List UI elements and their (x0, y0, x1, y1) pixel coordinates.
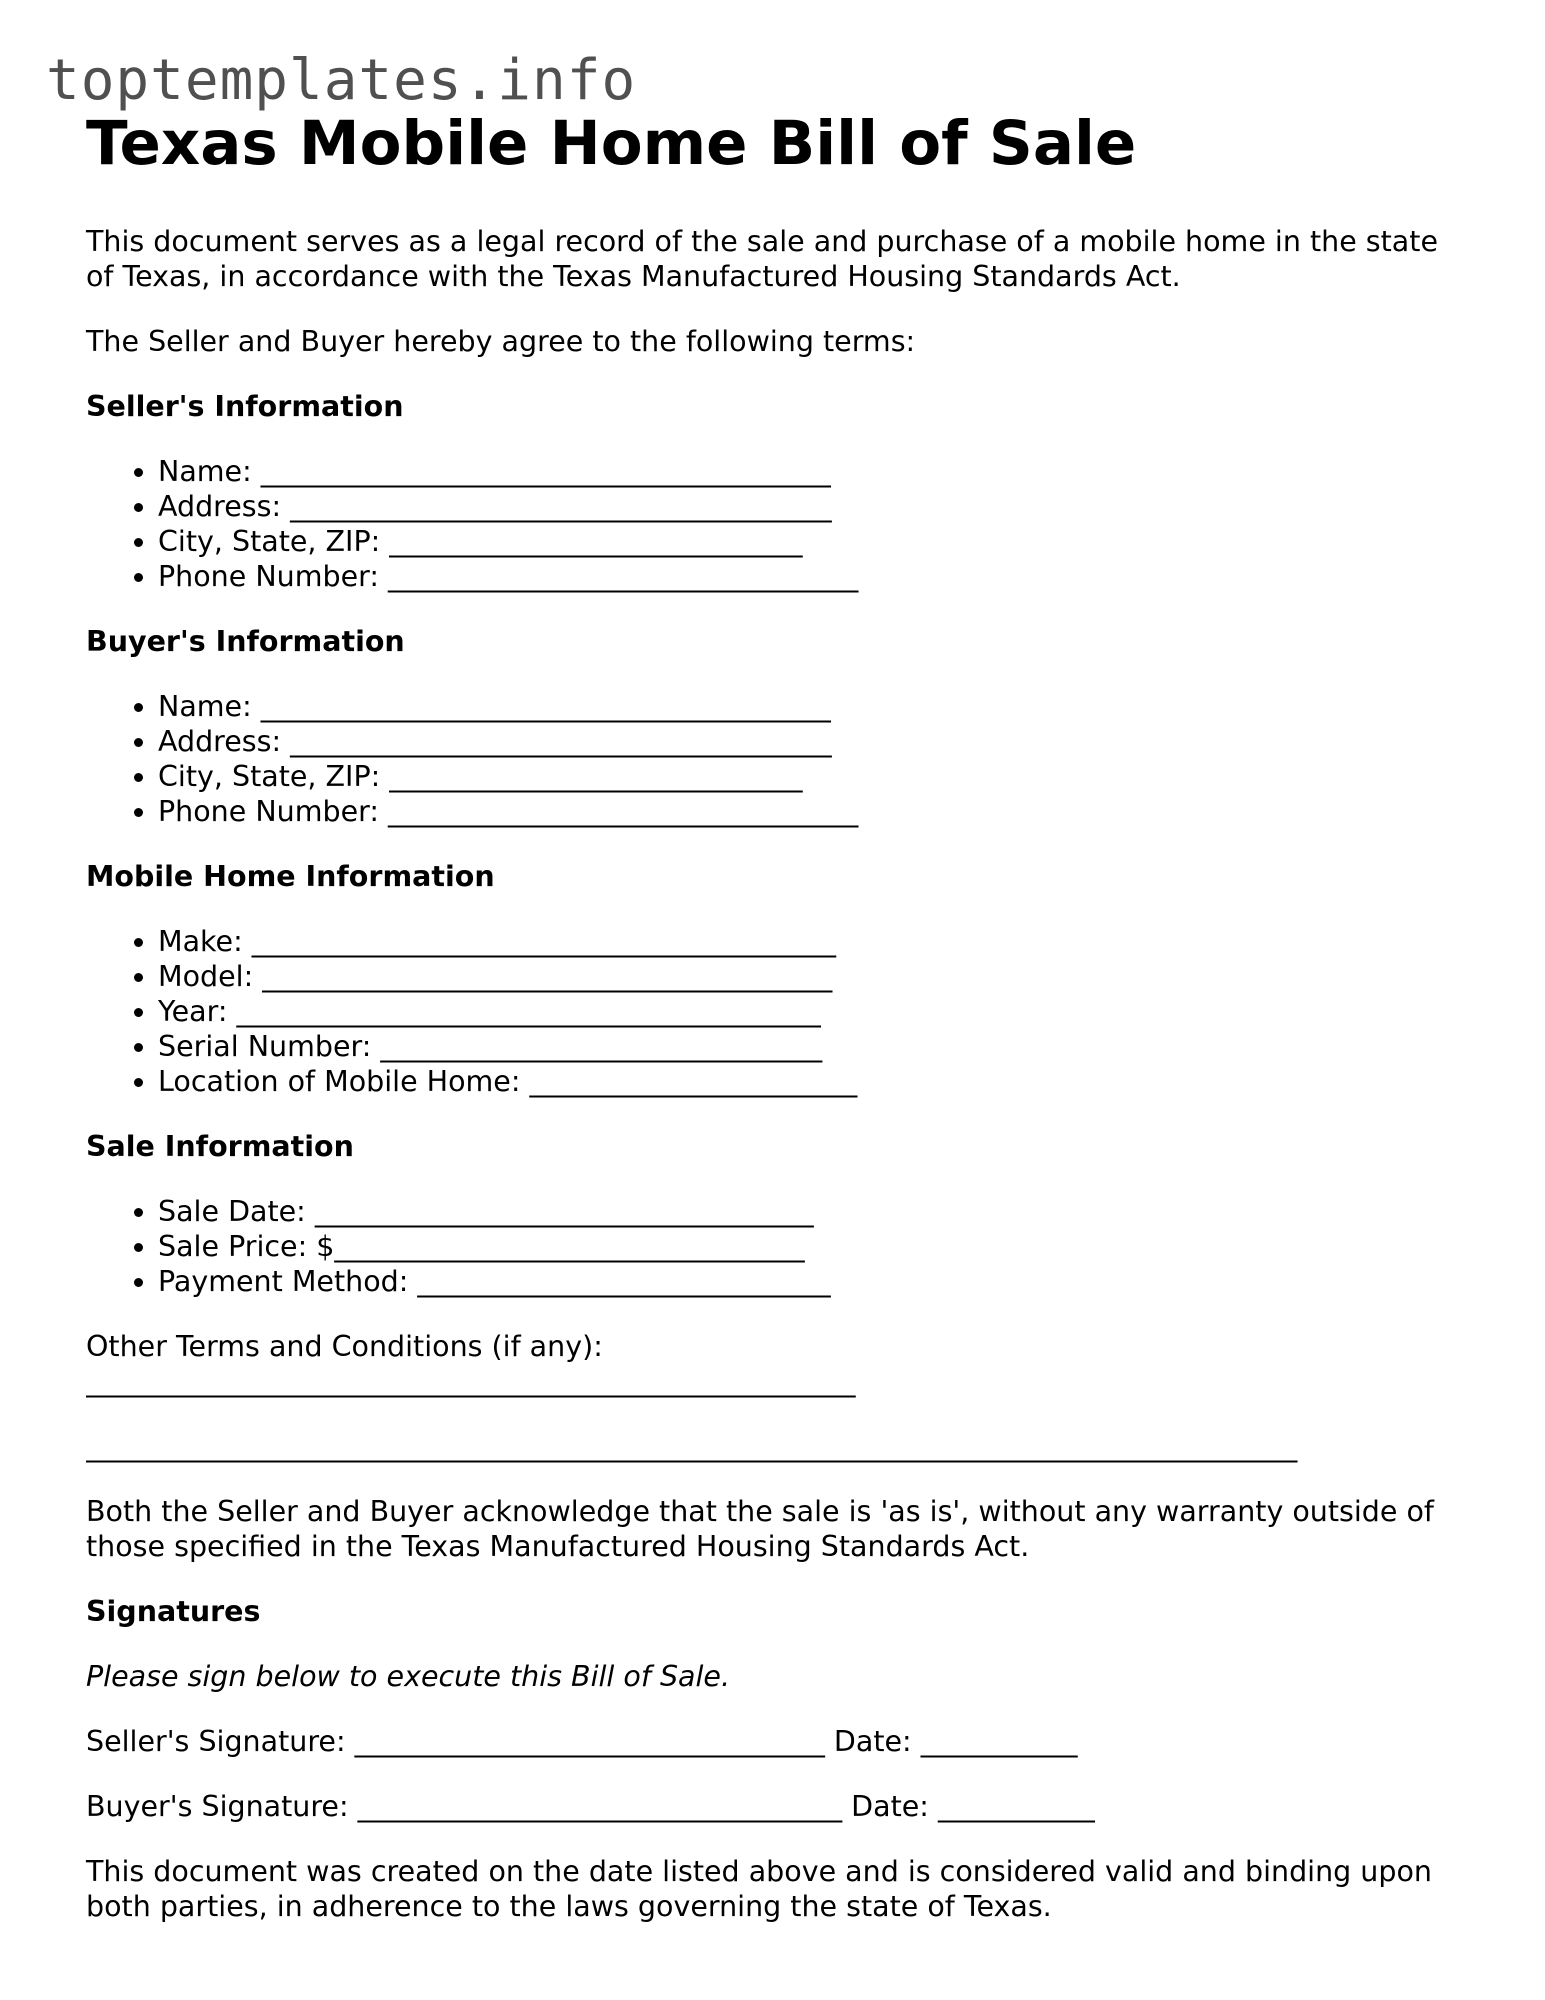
year-field: • Year: _________________________________________ (158, 994, 1486, 1029)
payment-method-field: • Payment Method: _____________________________ (158, 1264, 1486, 1299)
make-field: • Make: _________________________________________ (158, 924, 1486, 959)
buyer-address-field: • Address: ______________________________________ (158, 724, 1486, 759)
mobile-home-info-heading: Mobile Home Information (86, 860, 495, 893)
seller-city-state-zip-field: • City, State, ZIP: _____________________________ (158, 524, 1486, 559)
buyer-signature-line: Buyer's Signature: __________________________________ Date: ___________ (86, 1790, 1095, 1823)
seller-name-field: • Name: ________________________________________ (158, 454, 1486, 489)
other-terms-label: Other Terms and Conditions (if any): (86, 1330, 603, 1363)
seller-signature-line: Seller's Signature: _________________________________ Date: ___________ (86, 1725, 1078, 1758)
buyer-info-list (86, 689, 1486, 829)
location-field: • Location of Mobile Home: _______________________ (158, 1064, 1486, 1099)
serial-number-field: • Serial Number: _______________________________ (158, 1029, 1486, 1064)
buyer-phone-field: • Phone Number: _________________________________ (158, 794, 1486, 829)
sale-date-field: • Sale Date: ___________________________________ (158, 1194, 1486, 1229)
signature-instruction: Please sign below to execute this Bill of Sale. (86, 1660, 731, 1693)
agreement-statement: The Seller and Buyer hereby agree to the following terms: (86, 325, 916, 358)
seller-phone-field: • Phone Number: _________________________________ (158, 559, 1486, 594)
sale-info-list (86, 1194, 1486, 1299)
sale-price-field: • Sale Price: $_________________________________ (158, 1229, 1486, 1264)
buyer-city-state-zip-field: • City, State, ZIP: _____________________________ (158, 759, 1486, 794)
seller-info-heading: Seller's Information (86, 390, 404, 423)
seller-info-list (86, 454, 1486, 594)
other-terms-line-1: ______________________________________________________ (86, 1365, 856, 1398)
buyer-info-heading: Buyer's Information (86, 625, 405, 658)
document-page (86, 110, 1486, 1924)
watermark: toptemplates.info (46, 48, 637, 113)
mobile-home-info-list (86, 924, 1486, 1099)
closing-paragraph: This document was created on the date listed above and is considered valid and binding upon both parties, in adherence to the laws governing the state of Texas. (86, 1855, 1432, 1923)
document-title: Texas Mobile Home Bill of Sale (86, 108, 1137, 179)
signatures-heading: Signatures (86, 1595, 261, 1628)
model-field: • Model: ________________________________________ (158, 959, 1486, 994)
acknowledgment-paragraph: Both the Seller and Buyer acknowledge that the sale is 'as is', without any warranty outside of those specified in the Texas Manufactured Housing Standards Act. (86, 1495, 1434, 1563)
intro-paragraph: This document serves as a legal record of the sale and purchase of a mobile home in the state of Texas, in accordance with the Texas Manufactured Housing Standards Act. (86, 225, 1438, 293)
other-terms-line-2: _____________________________________________________________________________________ (86, 1430, 1298, 1463)
sale-info-heading: Sale Information (86, 1130, 354, 1163)
buyer-name-field: • Name: ________________________________________ (158, 689, 1486, 724)
seller-address-field: • Address: ______________________________________ (158, 489, 1486, 524)
